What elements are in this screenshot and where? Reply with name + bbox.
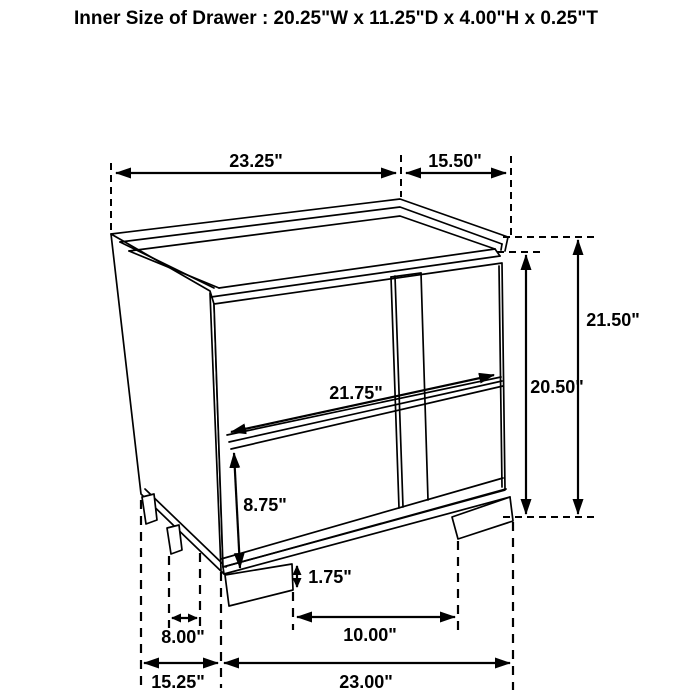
dim-label-drawer-front-width: 21.75" — [329, 383, 383, 403]
dim-label-top-width: 23.25" — [229, 151, 283, 171]
dim-label-base-depth: 15.25" — [151, 672, 205, 692]
dim-label-overall-height: 21.50" — [586, 310, 640, 330]
dim-label-case-height: 20.50" — [530, 377, 584, 397]
dim-label-front-leg-spacing: 10.00" — [343, 625, 397, 645]
dim-label-base-width: 23.00" — [339, 672, 393, 692]
dim-label-lower-drawer-height: 8.75" — [243, 495, 287, 515]
nightstand-drawing — [111, 199, 513, 606]
page-title: Inner Size of Drawer : 20.25"W x 11.25"D x 4.00"H x 0.25"T — [74, 8, 598, 29]
dim-label-top-depth: 15.50" — [428, 151, 482, 171]
dim-label-side-leg-spacing: 8.00" — [161, 627, 205, 647]
dim-label-base-rail-height: 1.75" — [308, 567, 352, 587]
